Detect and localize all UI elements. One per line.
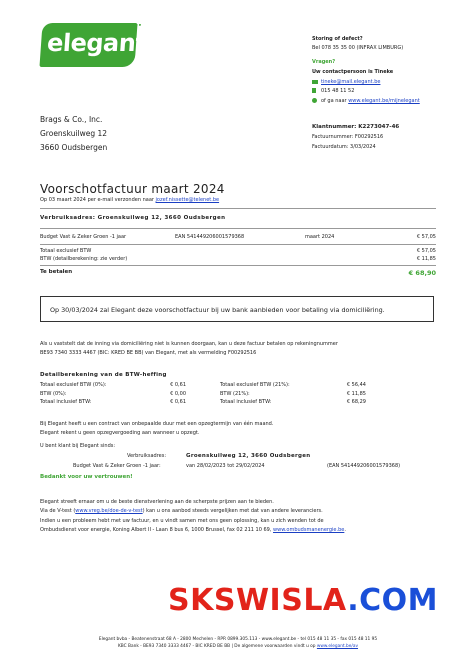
footer-line: Elegant bvba - Beatenenstraat 68 A - 2800 Mechelen - RPR 0899.305.113 - www.elegant.be - tel 015 48 11 35 - fax 015 48 11 95 bbox=[98, 637, 378, 642]
closing-paragraph bbox=[40, 498, 346, 535]
btw-label: Totaal exclusief BTW (0%): bbox=[40, 382, 107, 388]
mail-icon bbox=[312, 80, 318, 84]
thanks-text: Bedankt voor uw vertrouwen! bbox=[40, 474, 133, 480]
ombudsman-link[interactable]: www.ombudsmanenergie.be bbox=[273, 526, 345, 533]
te-betalen-amount: € 68,90 bbox=[408, 269, 436, 277]
footer-text: KBC Bank - BE93 7340 3333 4467 - BIC KRED BE BB | De algemene voorwaarden vindt u op bbox=[117, 644, 317, 649]
divider bbox=[40, 228, 436, 229]
contract-line: Elegant rekent u geen opzegvergoeding aan wanneer u opzegt. bbox=[40, 430, 200, 436]
line-item-period: maart 2024 bbox=[305, 234, 335, 240]
klant-sinds-period: van 28/02/2023 tot 29/02/2024 bbox=[186, 463, 265, 469]
total-row bbox=[40, 256, 436, 264]
web-prefix: of ga naar bbox=[321, 98, 349, 104]
btw-right bbox=[220, 382, 366, 408]
btw-amount: € 0,61 bbox=[170, 382, 186, 388]
klant-sinds-addr-value: Groenskuilweg 12, 3660 Oudsbergen bbox=[186, 453, 311, 459]
recipient-street: Groenskuilweg 12 bbox=[40, 129, 108, 138]
footer-line bbox=[40, 643, 436, 650]
domiciliering-line: BE93 7340 3333 4467 (BIC: KRED BE BB) van Elegant, met als vermelding F00292516 bbox=[40, 350, 257, 356]
email-row bbox=[312, 79, 380, 86]
recipient-city: 3660 Oudsbergen bbox=[40, 143, 108, 152]
factuurdatum: Factuurdatum: 3/03/2024 bbox=[312, 144, 376, 150]
page-title: Voorschotfactuur maart 2024 bbox=[40, 182, 225, 196]
web-row bbox=[312, 98, 420, 105]
btw-label: BTW (21%): bbox=[220, 390, 250, 397]
total-label: Totaal exclusief BTW bbox=[40, 248, 92, 254]
te-betalen-row bbox=[40, 269, 436, 277]
phone-row bbox=[312, 88, 354, 95]
btw-amount: € 11,85 bbox=[346, 390, 366, 397]
divider bbox=[40, 265, 436, 266]
closing-line bbox=[40, 507, 346, 516]
storing-text: Bel 078 35 35 00 (INFRAX LIMBURG) bbox=[312, 45, 404, 51]
btw-label: BTW (0%): bbox=[40, 390, 67, 397]
closing-line bbox=[40, 526, 346, 535]
phone-icon bbox=[312, 88, 316, 93]
btw-row bbox=[220, 391, 366, 400]
line-item-row bbox=[40, 234, 436, 242]
terms-link[interactable]: www.elegant.be/av bbox=[316, 644, 359, 649]
btw-label: Totaal exclusief BTW (21%): bbox=[220, 382, 290, 388]
recipient-address bbox=[40, 113, 107, 155]
btw-amount: € 0,00 bbox=[170, 390, 186, 397]
verbruiksadres: Verbruiksadres: Groenskuilweg 12, 3660 Oudsbergen bbox=[40, 215, 226, 221]
klant-sinds-addr-label: Verbruiksadres: bbox=[127, 453, 167, 459]
closing-text: . bbox=[344, 526, 346, 533]
btw-amount: € 56,44 bbox=[346, 382, 366, 388]
elegant-logo bbox=[39, 21, 148, 67]
web-link[interactable]: www.elegant.be/mijnelegant bbox=[348, 98, 420, 104]
divider bbox=[40, 244, 436, 245]
sent-prefix: Op 03 maart 2024 per e-mail verzonden naar bbox=[40, 197, 156, 203]
footer bbox=[40, 636, 436, 650]
btw-amount: € 0,61 bbox=[170, 399, 186, 405]
total-row bbox=[40, 248, 436, 256]
closing-text: Via de V-test ( bbox=[40, 508, 76, 515]
te-betalen-label: Te betalen bbox=[40, 269, 73, 275]
btw-row bbox=[40, 391, 186, 400]
btw-row bbox=[220, 382, 366, 391]
notice-box bbox=[40, 296, 434, 322]
closing-line: Elegant streeft ernaar om u de beste dienstverlening aan de scherpste prijzen aan te bieden. bbox=[40, 499, 274, 505]
email-link[interactable]: tineke@mail.elegant.be bbox=[321, 79, 381, 85]
btw-row bbox=[40, 382, 186, 391]
phone-number: 015 48 11 52 bbox=[321, 88, 355, 94]
notice-text: Op 30/03/2024 zal Elegant deze voorschotfactuur bij uw bank aanbieden voor betaling via domiciliëring. bbox=[50, 306, 385, 314]
line-item-desc: Budget Vast & Zeker Groen -1 jaar bbox=[40, 234, 127, 240]
klant-sinds-intro: U bent klant bij Elegant sinds: bbox=[40, 443, 116, 449]
contactperson-title: Uw contactpersoon is Tineke bbox=[312, 69, 394, 75]
closing-text: Ombudsdienst voor energie, Koning Albert II - Laan 8 bus 6, 1000 Brussel, fax 02 211 10 69, bbox=[40, 526, 274, 533]
total-amount: € 11,85 bbox=[416, 256, 436, 262]
total-label: BTW (detailberekening: zie verder) bbox=[40, 256, 128, 262]
klant-sinds-ean: (EAN 541449206001579368) bbox=[327, 463, 401, 469]
line-item-amount: € 57,05 bbox=[416, 234, 436, 240]
logo-text: elegant bbox=[46, 29, 148, 57]
btw-row bbox=[220, 399, 366, 408]
watermark-text-blue: .COM bbox=[347, 583, 438, 618]
line-item-ean: EAN 541449206001579368 bbox=[175, 234, 245, 240]
storing-title: Storing of defect? bbox=[312, 36, 363, 42]
watermark-text-red: SKSWISLA bbox=[168, 583, 348, 618]
domiciliering-line: Als u vaststelt dat de inning via domiciliëring niet is kunnen doorgaan, kan u deze factuur betalen op rekeningnummer bbox=[40, 341, 338, 347]
divider bbox=[40, 208, 436, 209]
total-amount: € 57,05 bbox=[416, 248, 436, 254]
btw-amount: € 68,29 bbox=[346, 399, 366, 405]
web-icon bbox=[312, 98, 317, 103]
btw-label: Totaal inclusief BTW: bbox=[40, 399, 92, 405]
vtest-link[interactable]: www.vreg.be/doe-de-v-test bbox=[75, 508, 143, 515]
vragen-title: Vragen? bbox=[312, 59, 336, 65]
closing-line: Indien u een probleem hebt met uw factuur, en u vindt samen met ons geen oplossing, kan u zich wenden tot de bbox=[40, 517, 324, 524]
sent-email-link[interactable]: jozef.nissette@telenet.be bbox=[155, 197, 220, 203]
btw-title: Detailberekening van de BTW-heffing bbox=[40, 372, 167, 378]
recipient-name: Brags & Co., Inc. bbox=[40, 115, 103, 124]
btw-left bbox=[40, 382, 186, 408]
btw-label: Totaal inclusief BTW: bbox=[220, 399, 272, 405]
contract-line: Bij Elegant heeft u een contract van onbepaalde duur met een opzegtermijn van één maand. bbox=[40, 421, 274, 427]
klant-sinds-product: Budget Vast & Zeker Groen -1 jaar: bbox=[73, 463, 161, 469]
sent-line bbox=[40, 197, 219, 204]
closing-text: ) kan u ons aanbod steeds vergelijken met dat van andere leveranciers. bbox=[142, 508, 323, 515]
logo-dots: ··· bbox=[130, 21, 142, 31]
btw-row bbox=[40, 399, 186, 408]
factuurnummer: Factuurnummer: F00292516 bbox=[312, 134, 384, 140]
klantnummer: Klantnummer: K2273047-46 bbox=[312, 124, 400, 130]
watermark bbox=[168, 583, 438, 618]
